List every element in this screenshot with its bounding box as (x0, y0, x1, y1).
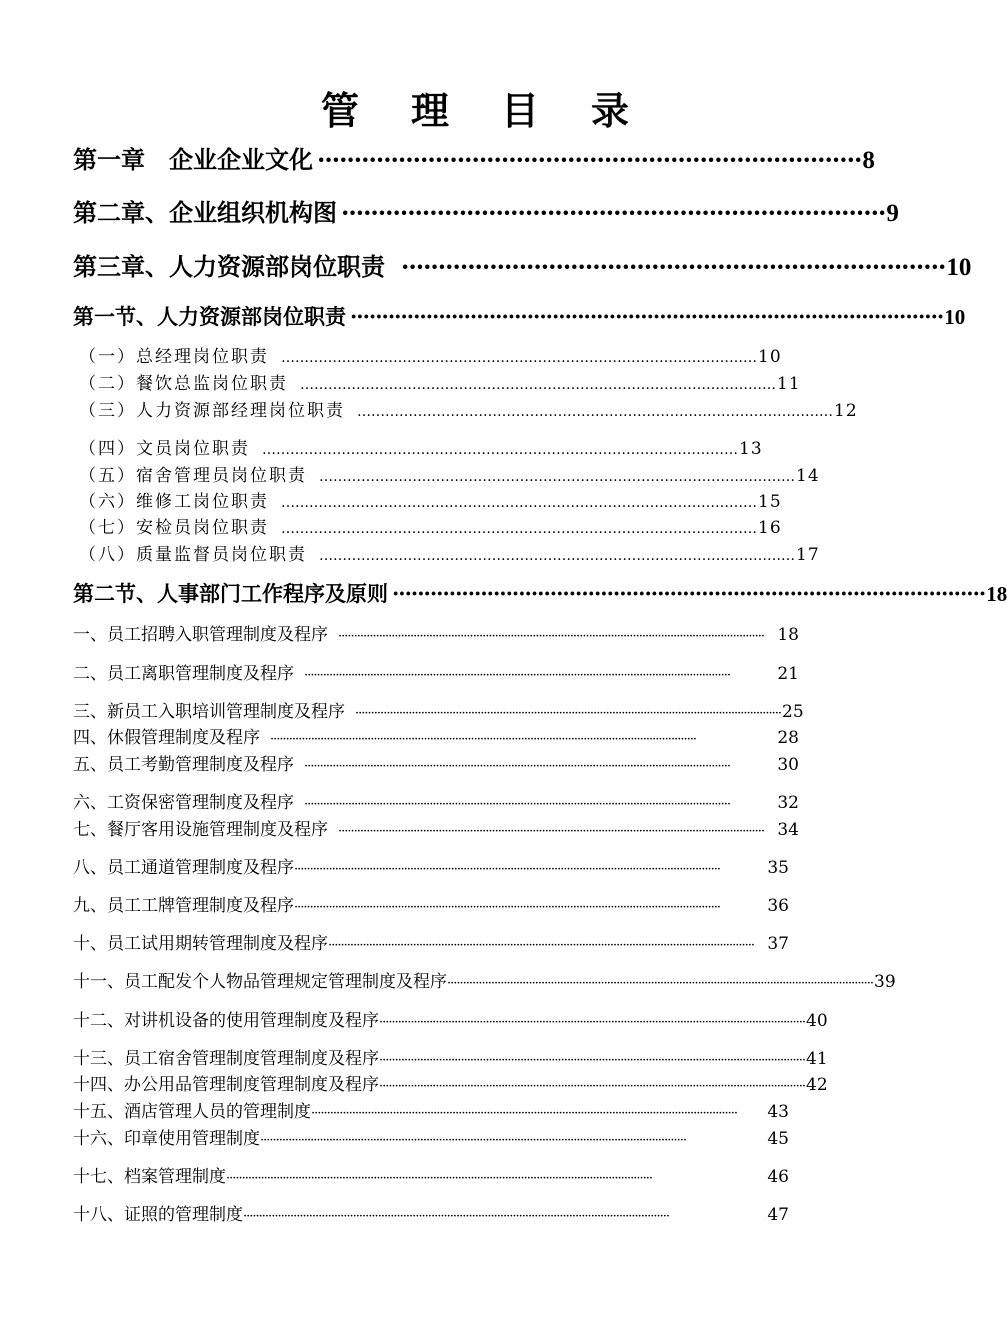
toc-page-number: 12 (834, 401, 858, 421)
toc-section-2[interactable] (73, 578, 1007, 608)
toc-item[interactable] (73, 815, 799, 839)
toc-leader-dots: ········································································································································ (270, 732, 696, 747)
toc-leader-dots: ········································································································································ (294, 900, 720, 915)
toc-page-number: 21 (777, 664, 799, 684)
toc-page-number: 28 (777, 728, 799, 748)
toc-leader-dots: ········································································································································ (226, 1171, 652, 1186)
toc-item[interactable] (73, 929, 789, 953)
toc-item[interactable] (73, 788, 799, 812)
toc-leader-dots: ········································································································································ (311, 1106, 737, 1121)
toc-item[interactable] (73, 1097, 789, 1121)
toc-page-number: 18 (777, 625, 799, 645)
toc-page-number: 34 (777, 820, 799, 840)
toc-item[interactable] (79, 434, 763, 459)
toc-label: 八、员工通道管理制度及程序 (73, 858, 294, 878)
toc-item[interactable] (73, 659, 799, 683)
toc-label: 十五、酒店管理人员的管理制度 (73, 1102, 311, 1122)
toc-label: 十三、员工宿舍管理制度管理制度及程序 (73, 1049, 379, 1069)
toc-label: 十八、证照的管理制度 (73, 1205, 243, 1225)
toc-leader-dots: ······························································································ (392, 581, 986, 606)
toc-page-number: 40 (806, 1011, 828, 1031)
toc-item[interactable] (73, 1070, 828, 1095)
toc-leader-dots: ………………………………………………………………………………………… (281, 521, 757, 537)
toc-leader-dots: ········································································································································ (260, 1133, 686, 1148)
toc-leader-dots: ………………………………………………………………………………………… (357, 404, 833, 420)
toc-label: 七、餐厅客用设施管理制度及程序 (73, 820, 328, 840)
toc-leader-dots: ········································································································································ (379, 1079, 805, 1094)
toc-page-number: 18 (986, 582, 1007, 606)
toc-label: 一、员工招聘入职管理制度及程序 (73, 625, 328, 645)
toc-label: 五、员工考勤管理制度及程序 (73, 755, 294, 775)
toc-leader-dots: ·········································································· (341, 198, 886, 227)
toc-page-number: 32 (777, 793, 799, 813)
toc-page-number: 36 (767, 896, 789, 916)
toc-leader-dots: ………………………………………………………………………………………… (319, 469, 795, 485)
toc-page-number: 8 (862, 147, 875, 174)
toc-label: （一）总经理岗位职责 (79, 347, 269, 367)
toc-leader-dots: ········································································································································ (338, 629, 764, 644)
toc-label: 第二节、人事部门工作程序及原则 (73, 581, 388, 606)
toc-label: 九、员工工牌管理制度及程序 (73, 896, 294, 916)
toc-item[interactable] (73, 697, 804, 722)
toc-page-number: 39 (874, 972, 896, 992)
toc-item[interactable] (79, 342, 782, 367)
toc-item[interactable] (79, 540, 820, 565)
toc-leader-dots: ·········································································· (401, 252, 946, 281)
toc-label: （六）维修工岗位职责 (79, 492, 269, 512)
toc-item[interactable] (73, 620, 799, 644)
toc-item[interactable] (79, 461, 820, 486)
toc-label: （二）餐饮总监岗位职责 (79, 374, 288, 394)
toc-page-number: 10 (944, 305, 966, 329)
toc-leader-dots: ········································································································································ (243, 1209, 669, 1224)
toc-label: （八）质量监督员岗位职责 (79, 545, 307, 565)
toc-leader-dots: ········································································································································ (379, 1053, 805, 1068)
toc-page-number: 46 (767, 1167, 789, 1187)
toc-label: 十四、办公用品管理制度管理制度及程序 (73, 1075, 379, 1095)
toc-item[interactable] (73, 1044, 828, 1069)
toc-item[interactable] (73, 1124, 789, 1148)
toc-page-number: 30 (777, 755, 799, 775)
toc-leader-dots: ······························································································ (350, 304, 944, 329)
toc-leader-dots: ········································································································································ (379, 1015, 805, 1030)
toc-leader-dots: ········································································································································ (447, 976, 873, 991)
toc-label: 十七、档案管理制度 (73, 1167, 226, 1187)
toc-item[interactable] (73, 1162, 789, 1186)
toc-chapter-2[interactable] (73, 193, 899, 227)
toc-label: 十二、对讲机设备的使用管理制度及程序 (73, 1011, 379, 1031)
toc-label: 第二章、企业组织机构图 (73, 198, 337, 227)
page-title: 管理目录 (320, 88, 681, 133)
toc-leader-dots: ········································································································································ (304, 668, 730, 683)
toc-item[interactable] (73, 750, 799, 774)
toc-label: （四）文员岗位职责 (79, 439, 250, 459)
toc-leader-dots: ………………………………………………………………………………………… (281, 350, 757, 366)
toc-page-number: 45 (767, 1129, 789, 1149)
toc-page-number: 16 (758, 518, 782, 538)
toc-leader-dots: ………………………………………………………………………………………… (300, 377, 776, 393)
toc-label: （五）宿舍管理员岗位职责 (79, 466, 307, 486)
toc-leader-dots: ········································································································································ (328, 938, 754, 953)
toc-page-number: 10 (758, 347, 782, 367)
toc-item[interactable] (73, 1006, 828, 1031)
toc-item[interactable] (79, 513, 782, 538)
toc-leader-dots: ········································································································································ (355, 706, 781, 721)
toc-label: 第一章 企业企业文化 (73, 145, 313, 174)
toc-page-number: 13 (739, 439, 763, 459)
toc-label: 第三章、人力资源部岗位职责 (73, 252, 385, 281)
toc-label: 十六、印章使用管理制度 (73, 1129, 260, 1149)
toc-leader-dots: ········································································································································ (338, 824, 764, 839)
toc-page-number: 15 (758, 492, 782, 512)
toc-label: 四、休假管理制度及程序 (73, 728, 260, 748)
toc-label: 二、员工离职管理制度及程序 (73, 664, 294, 684)
toc-label: （三）人力资源部经理岗位职责 (79, 401, 345, 421)
toc-label: 十一、员工配发个人物品管理规定管理制度及程序 (73, 972, 447, 992)
toc-leader-dots: ········································································································································ (294, 862, 720, 877)
toc-item[interactable] (73, 967, 896, 992)
toc-page-number: 35 (767, 858, 789, 878)
toc-item[interactable] (79, 487, 782, 512)
toc-leader-dots: ········································································································································ (304, 759, 730, 774)
toc-item[interactable] (79, 369, 801, 394)
toc-page-number: 43 (767, 1102, 789, 1122)
toc-page-number: 14 (796, 466, 820, 486)
toc-leader-dots: ………………………………………………………………………………………… (319, 548, 795, 564)
toc-leader-dots: ········································································································································ (304, 797, 730, 812)
toc-page-number: 47 (767, 1205, 789, 1225)
toc-page-number: 42 (806, 1075, 828, 1095)
toc-item[interactable] (73, 853, 789, 877)
toc-item[interactable] (79, 396, 858, 421)
toc-item[interactable] (73, 891, 789, 915)
toc-label: 十、员工试用期转管理制度及程序 (73, 934, 328, 954)
toc-page-number: 37 (767, 934, 789, 954)
toc-label: 三、新员工入职培训管理制度及程序 (73, 702, 345, 722)
toc-page-number: 17 (796, 545, 820, 565)
toc-leader-dots: ·········································································· (317, 145, 862, 174)
toc-label: 第一节、人力资源部岗位职责 (73, 304, 346, 329)
toc-section-1[interactable] (73, 301, 966, 331)
toc-page-number: 9 (886, 200, 899, 227)
toc-chapter-3[interactable] (73, 247, 972, 281)
toc-label: （七）安检员岗位职责 (79, 518, 269, 538)
toc-leader-dots: ………………………………………………………………………………………… (262, 442, 738, 458)
toc-chapter-1[interactable] (73, 140, 875, 174)
toc-page-number: 11 (777, 374, 801, 394)
toc-leader-dots: ………………………………………………………………………………………… (281, 495, 757, 511)
toc-item[interactable] (73, 723, 799, 747)
toc-label: 六、工资保密管理制度及程序 (73, 793, 294, 813)
toc-page-number: 10 (946, 254, 972, 281)
toc-page-number: 25 (782, 702, 804, 722)
toc-page-number: 41 (806, 1049, 828, 1069)
toc-item[interactable] (73, 1200, 789, 1224)
